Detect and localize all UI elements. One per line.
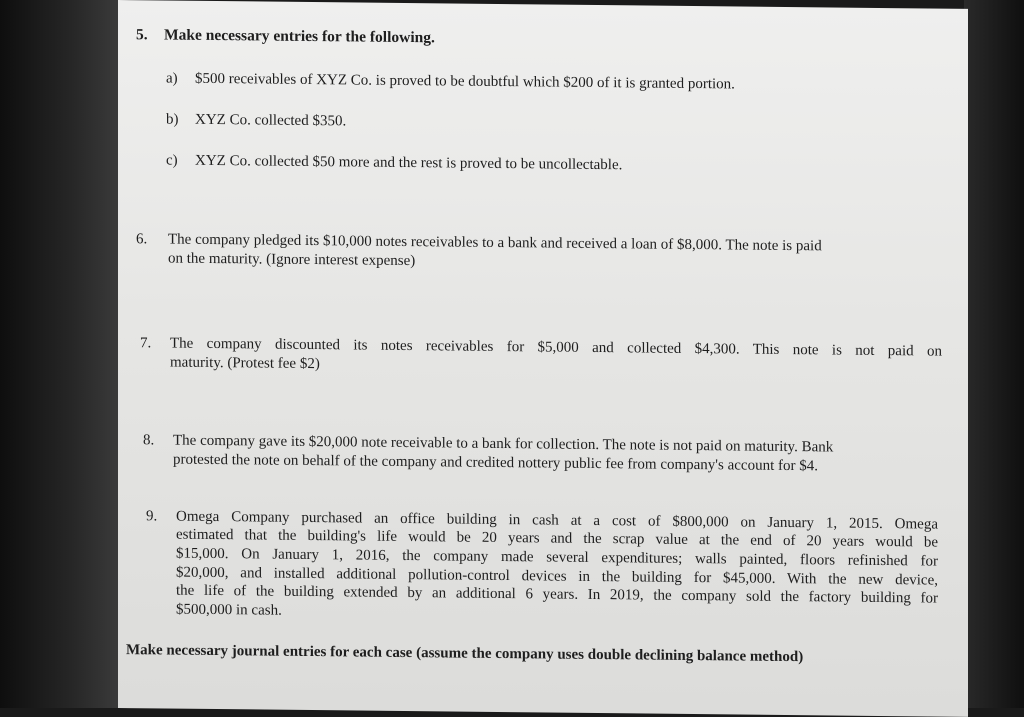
q7-line-1: The company discounted its notes receivables for $5,000 and collected $4,300. This note is not paid on: [170, 335, 942, 360]
q6-line-1: The company pledged its $10,000 notes receivables to a bank and received a loan of $8,000. The note is paid: [168, 231, 822, 255]
q9-line-5: the life of the building extended by an additional 6 years. In 2019, the company sold the factory building for: [176, 582, 938, 607]
q5c-label: c): [166, 152, 178, 169]
q5a-label: a): [166, 70, 178, 87]
q5-number: 5.: [136, 26, 148, 44]
q5-title: Make necessary entries for the following.: [164, 26, 435, 47]
q5c-text: XYZ Co. collected $50 more and the rest is proved to be uncollectable.: [195, 152, 623, 174]
q7-number: 7.: [140, 335, 152, 352]
q9-line-4: $20,000, and installed additional pollution-control devices in the building for $45,000. With the new device,: [176, 564, 938, 589]
q5b-text: XYZ Co. collected $350.: [195, 111, 347, 130]
q5a-text: $500 receivables of XYZ Co. is proved to be doubtful which $200 of it is granted portion.: [195, 70, 735, 93]
q8-line-2: protested the note on behalf of the company and credited nottery public fee from company's account for $4.: [173, 451, 818, 475]
q8-line-1: The company gave its $20,000 note receivable to a bank for collection. The note is not paid on maturity. Bank: [173, 432, 834, 456]
journal-entry-instruction: Make necessary journal entries for each case (assume the company uses double declining balance method): [126, 642, 804, 666]
q6-line-2: on the maturity. (Ignore interest expense): [168, 250, 416, 270]
background-right-shadow: [964, 0, 1024, 708]
q6-number: 6.: [136, 231, 148, 248]
q9-line-2: estimated that the building's life would be 20 years and the scrap value at the end of 20 years would be: [176, 526, 938, 551]
document-page: [118, 0, 968, 717]
q5b-label: b): [166, 111, 179, 128]
q9-line-1: Omega Company purchased an office building in cash at a cost of $800,000 on January 1, 2015. Omega: [176, 508, 938, 533]
q8-number: 8.: [143, 432, 155, 449]
background-left-shadow: [0, 0, 118, 708]
q9-line-6: $500,000 in cash.: [176, 601, 282, 619]
q7-line-2: maturity. (Protest fee $2): [170, 354, 320, 373]
q9-line-3: $15,000. On January 1, 2016, the company made several expenditures; walls painted, floors refinished for: [176, 545, 938, 570]
q9-number: 9.: [146, 508, 158, 525]
